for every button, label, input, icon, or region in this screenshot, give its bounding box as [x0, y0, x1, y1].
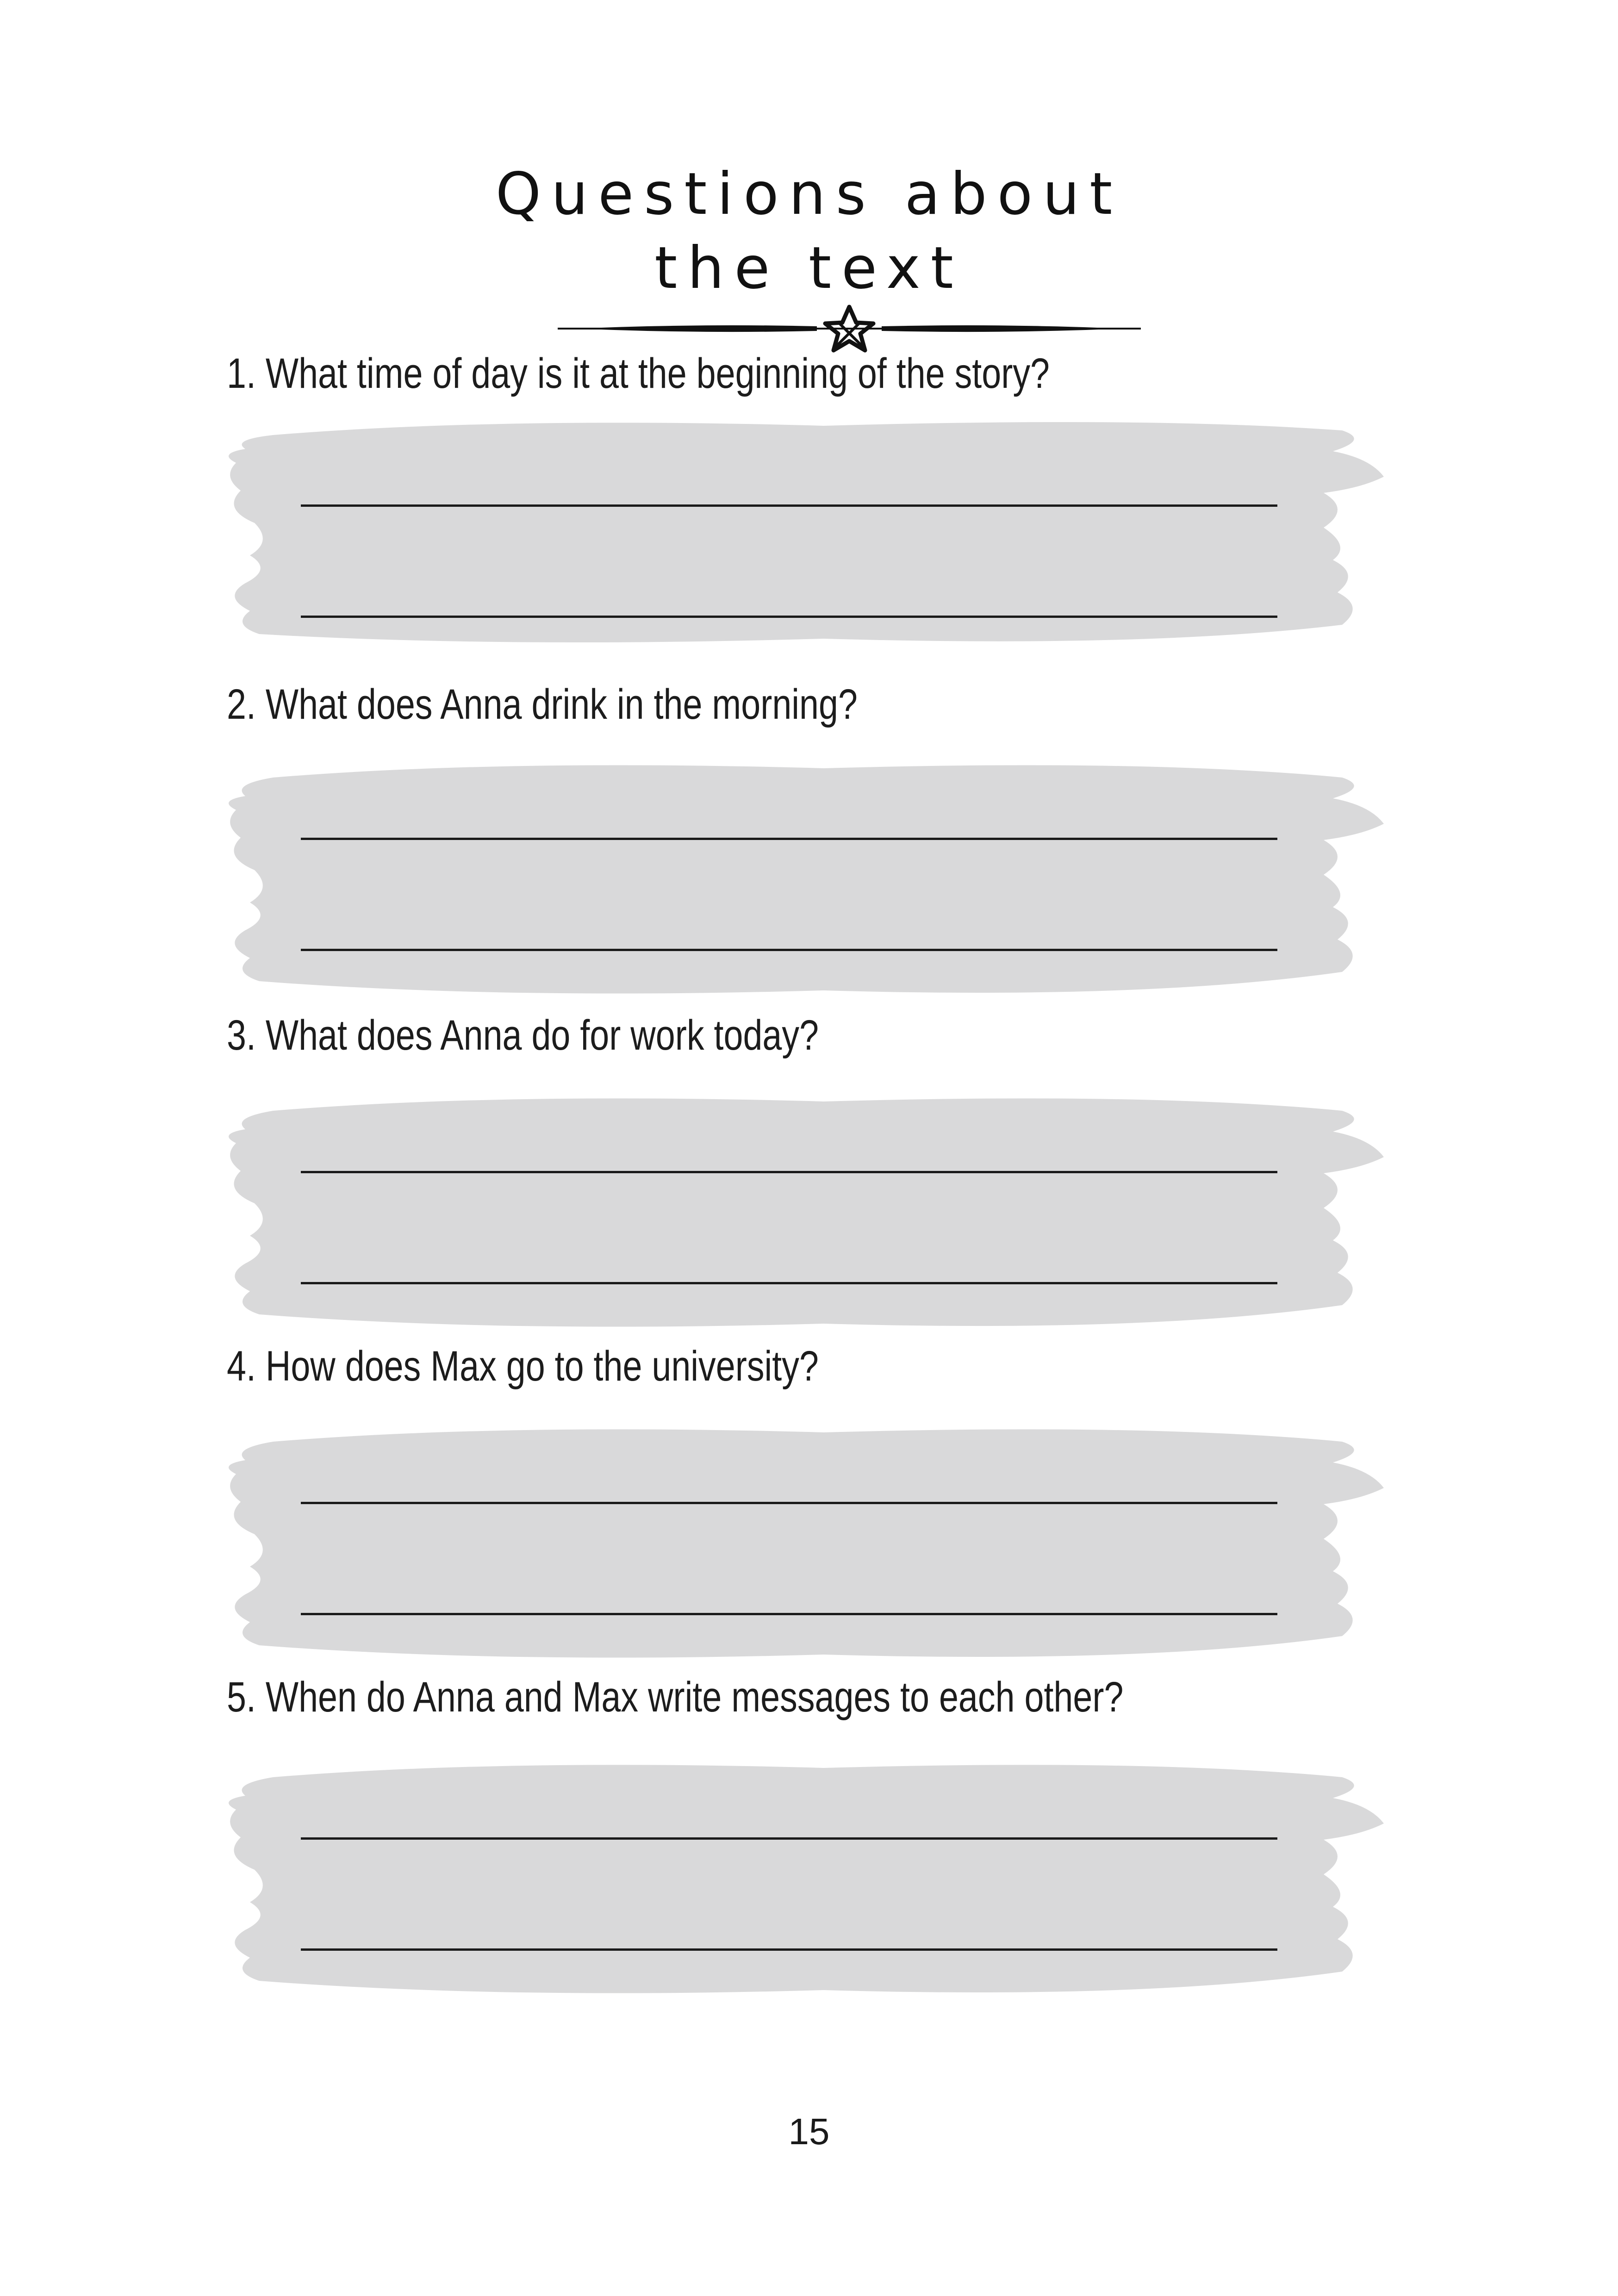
answer-area-4: [222, 1423, 1398, 1682]
brush-background: [222, 1423, 1398, 1682]
answer-line[interactable]: [301, 1502, 1277, 1504]
answer-area-3: [222, 1092, 1398, 1351]
answer-line[interactable]: [301, 1613, 1277, 1615]
answer-area-2: [222, 759, 1398, 1018]
answer-line[interactable]: [301, 616, 1277, 618]
answer-line[interactable]: [301, 1837, 1277, 1840]
question-3: 3. What does Anna do for work today?: [227, 1012, 819, 1059]
page-number: 15: [788, 2111, 830, 2152]
answer-line[interactable]: [301, 1948, 1277, 1951]
question-1: 1. What time of day is it at the beginning of the story?: [227, 350, 1050, 397]
title-line-2: the text: [654, 235, 964, 302]
question-4: 4. How does Max go to the university?: [227, 1343, 819, 1390]
question-2: 2. What does Anna drink in the morning?: [227, 681, 858, 728]
answer-line[interactable]: [301, 838, 1277, 840]
question-5: 5. When do Anna and Max write messages to each other?: [227, 1674, 1124, 1721]
answer-line[interactable]: [301, 1282, 1277, 1284]
answer-area-1: [222, 407, 1398, 666]
brush-background: [222, 759, 1398, 1018]
brush-background: [222, 1092, 1398, 1351]
title-line-1: Questions about: [495, 161, 1123, 228]
answer-line[interactable]: [301, 949, 1277, 951]
answer-line[interactable]: [301, 504, 1277, 507]
brush-background: [222, 407, 1398, 666]
answer-line[interactable]: [301, 1171, 1277, 1173]
brush-background: [222, 1759, 1398, 2018]
page-title: [0, 157, 1618, 305]
answer-area-5: [222, 1759, 1398, 2018]
